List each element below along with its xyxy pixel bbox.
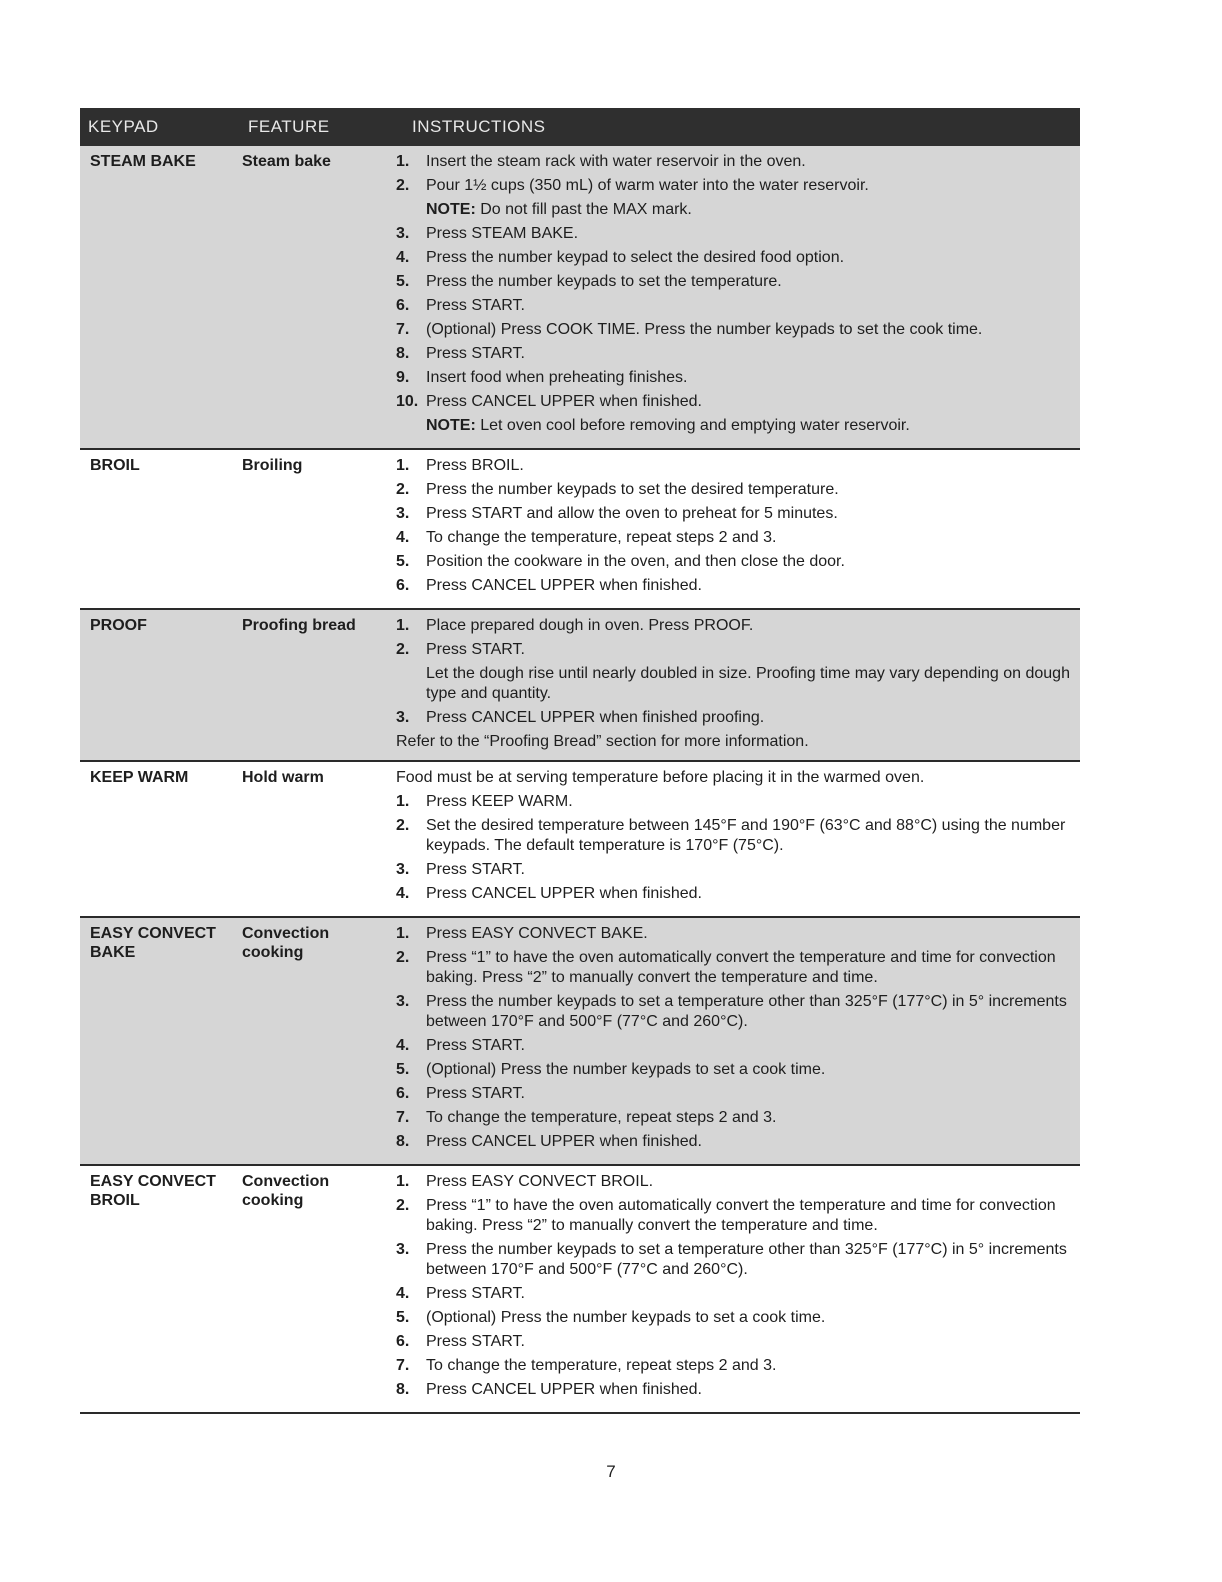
instructions-cell bbox=[388, 450, 1080, 608]
step-number: 3. bbox=[396, 505, 410, 522]
list-item bbox=[396, 1196, 1070, 1236]
instructions-cell bbox=[388, 918, 1080, 1164]
step-number: 9. bbox=[396, 369, 410, 386]
keypad-cell: PROOF bbox=[90, 617, 147, 634]
list-item bbox=[396, 640, 1070, 660]
step-detail: Let the dough rise until nearly doubled in size. Proofing time may vary depending on dough type and quantity. bbox=[426, 665, 1070, 702]
list-item bbox=[396, 1356, 1070, 1376]
list-item bbox=[396, 320, 1070, 340]
list-item bbox=[396, 1108, 1070, 1128]
list-item bbox=[396, 616, 1070, 636]
step-text: Press the number keypads to set the temperature. bbox=[426, 273, 782, 290]
step-text: Position the cookware in the oven, and then close the door. bbox=[426, 553, 845, 570]
list-item bbox=[396, 1084, 1070, 1104]
instructions-cell bbox=[388, 146, 1080, 448]
step-text: Press START. bbox=[426, 1037, 525, 1054]
list-item bbox=[396, 576, 1070, 596]
feature-cell: Broiling bbox=[242, 457, 303, 474]
list-item bbox=[396, 1036, 1070, 1056]
list-item bbox=[396, 480, 1070, 500]
step-number: 6. bbox=[396, 1085, 410, 1102]
step-number: 2. bbox=[396, 949, 410, 966]
step-text: Press EASY CONVECT BROIL. bbox=[426, 1173, 654, 1190]
feature-cell: Proofing bread bbox=[242, 617, 356, 634]
step-text: Insert the steam rack with water reservoir in the oven. bbox=[426, 153, 806, 170]
list-item bbox=[396, 948, 1070, 988]
step-text: To change the temperature, repeat steps 2 and 3. bbox=[426, 529, 777, 546]
list-item bbox=[396, 552, 1070, 572]
list-item bbox=[396, 456, 1070, 476]
step-number: 3. bbox=[396, 225, 410, 242]
list-item bbox=[396, 792, 1070, 812]
step-number: 8. bbox=[396, 1133, 410, 1150]
keypad-cell: EASY CONVECT BAKE bbox=[90, 925, 216, 961]
step-number: 2. bbox=[396, 641, 410, 658]
feature-cell: Convection cooking bbox=[242, 925, 330, 961]
keypad-cell: BROIL bbox=[90, 457, 140, 474]
note-text: Do not fill past the MAX mark. bbox=[475, 201, 692, 218]
keypad-cell: KEEP WARM bbox=[90, 769, 189, 786]
list-item bbox=[396, 860, 1070, 880]
step-text: Press START. bbox=[426, 1285, 525, 1302]
table-row-broil bbox=[80, 450, 1080, 610]
list-item bbox=[396, 248, 1070, 268]
feature-cell: Convection cooking bbox=[242, 1173, 330, 1209]
step-text: Press the number keypad to select the desired food option. bbox=[426, 249, 845, 266]
step-number: 2. bbox=[396, 817, 410, 834]
instructions-table bbox=[80, 108, 1080, 1414]
list-item bbox=[396, 992, 1070, 1032]
step-text: Press the number keypads to set a temperature other than 325°F (177°C) in 5° increments between 170°F and 500°F (77°C and 260°C). bbox=[426, 993, 1067, 1030]
step-number: 5. bbox=[396, 1309, 410, 1326]
step-text: Press EASY CONVECT BAKE. bbox=[426, 925, 648, 942]
step-text: Press BROIL. bbox=[426, 457, 524, 474]
feature-cell: Steam bake bbox=[242, 153, 331, 170]
list-item bbox=[396, 1308, 1070, 1328]
keypad-cell: EASY CONVECT BROIL bbox=[90, 1173, 216, 1209]
step-text: Press CANCEL UPPER when finished. bbox=[426, 885, 702, 902]
step-number: 6. bbox=[396, 577, 410, 594]
step-number: 7. bbox=[396, 321, 410, 338]
step-number: 3. bbox=[396, 709, 410, 726]
step-text: Press START. bbox=[426, 641, 525, 658]
step-number: 8. bbox=[396, 1381, 410, 1398]
step-text: Press START. bbox=[426, 1085, 525, 1102]
intro-text: Food must be at serving temperature before placing it in the warmed oven. bbox=[396, 769, 925, 786]
step-number: 1. bbox=[396, 457, 410, 474]
step-text: Press STEAM BAKE. bbox=[426, 225, 579, 242]
list-item bbox=[396, 816, 1070, 856]
step-text: Insert food when preheating finishes. bbox=[426, 369, 688, 386]
step-number: 6. bbox=[396, 1333, 410, 1350]
step-number: 1. bbox=[396, 153, 410, 170]
step-text: Press CANCEL UPPER when finished. bbox=[426, 1381, 702, 1398]
step-number: 2. bbox=[396, 177, 410, 194]
step-text: Press CANCEL UPPER when finished. bbox=[426, 1133, 702, 1150]
step-text: Set the desired temperature between 145°F and 190°F (63°C and 88°C) using the number keypads. The default temperature is 170°F (75°C). bbox=[426, 817, 1066, 854]
step-text: Press “1” to have the oven automatically convert the temperature and time for convection baking. Press “2” to manually convert the temperature and time. bbox=[426, 949, 1056, 986]
table-row-keep-warm bbox=[80, 762, 1080, 918]
step-text: Press START. bbox=[426, 1333, 525, 1350]
step-text: Press “1” to have the oven automatically convert the temperature and time for convection baking. Press “2” to manually convert the temperature and time. bbox=[426, 1197, 1056, 1234]
list-item bbox=[396, 368, 1070, 388]
table-row-proof bbox=[80, 610, 1080, 762]
step-text: Press START. bbox=[426, 297, 525, 314]
list-item bbox=[396, 224, 1070, 244]
step-number: 4. bbox=[396, 885, 410, 902]
step-number: 4. bbox=[396, 1037, 410, 1054]
step-number: 1. bbox=[396, 617, 410, 634]
list-item bbox=[396, 272, 1070, 292]
step-text: (Optional) Press COOK TIME. Press the number keypads to set the cook time. bbox=[426, 321, 983, 338]
step-number: 2. bbox=[396, 1197, 410, 1214]
table-row-steam-bake bbox=[80, 146, 1080, 450]
list-item bbox=[396, 504, 1070, 524]
step-text: Place prepared dough in oven. Press PROOF. bbox=[426, 617, 754, 634]
step-text: Press the number keypads to set the desired temperature. bbox=[426, 481, 839, 498]
step-number: 6. bbox=[396, 297, 410, 314]
list-item bbox=[396, 1240, 1070, 1280]
instructions-cell bbox=[388, 610, 1080, 760]
step-number: 5. bbox=[396, 1061, 410, 1078]
list-item bbox=[396, 1284, 1070, 1304]
reference-note: Refer to the “Proofing Bread” section for more information. bbox=[396, 733, 809, 750]
step-text: Pour 1½ cups (350 mL) of warm water into the water reservoir. bbox=[426, 177, 869, 194]
instructions-cell bbox=[388, 762, 1080, 916]
step-number: 5. bbox=[396, 553, 410, 570]
step-number: 1. bbox=[396, 925, 410, 942]
note-label: NOTE: bbox=[426, 417, 476, 434]
step-number: 2. bbox=[396, 481, 410, 498]
list-item bbox=[396, 1332, 1070, 1352]
list-item bbox=[396, 296, 1070, 316]
step-text: Press START. bbox=[426, 345, 525, 362]
list-item bbox=[396, 344, 1070, 364]
page-number: 7 bbox=[606, 1462, 616, 1481]
instructions-cell bbox=[388, 1166, 1080, 1412]
note bbox=[426, 416, 1070, 436]
step-number: 3. bbox=[396, 1241, 410, 1258]
step-number: 3. bbox=[396, 993, 410, 1010]
step-text: Press CANCEL UPPER when finished proofing. bbox=[426, 709, 765, 726]
step-text: Press CANCEL UPPER when finished. bbox=[426, 393, 702, 410]
keypad-cell: STEAM BAKE bbox=[90, 153, 196, 170]
header-keypad: KEYPAD bbox=[88, 117, 159, 136]
table-header bbox=[80, 108, 1080, 146]
feature-cell: Hold warm bbox=[242, 769, 324, 786]
step-number: 4. bbox=[396, 1285, 410, 1302]
step-text: To change the temperature, repeat steps 2 and 3. bbox=[426, 1357, 777, 1374]
step-number: 1. bbox=[396, 1173, 410, 1190]
list-item bbox=[396, 924, 1070, 944]
note-text: Let oven cool before removing and emptying water reservoir. bbox=[475, 417, 910, 434]
table-row-easy-convect-bake bbox=[80, 918, 1080, 1166]
list-item bbox=[396, 1060, 1070, 1080]
step-text: Press START. bbox=[426, 861, 525, 878]
step-number: 7. bbox=[396, 1357, 410, 1374]
step-number: 3. bbox=[396, 861, 410, 878]
table-row-easy-convect-broil bbox=[80, 1166, 1080, 1414]
list-item bbox=[396, 1172, 1070, 1192]
step-number: 10. bbox=[396, 393, 419, 410]
step-text: To change the temperature, repeat steps 2 and 3. bbox=[426, 1109, 777, 1126]
step-number: 8. bbox=[396, 345, 410, 362]
list-item bbox=[396, 884, 1070, 904]
step-text: Press START and allow the oven to preheat for 5 minutes. bbox=[426, 505, 838, 522]
step-number: 1. bbox=[396, 793, 410, 810]
header-feature: FEATURE bbox=[248, 117, 330, 136]
list-item bbox=[396, 392, 1070, 412]
step-number: 4. bbox=[396, 249, 410, 266]
list-item bbox=[396, 528, 1070, 548]
list-item bbox=[396, 1132, 1070, 1152]
step-text: (Optional) Press the number keypads to set a cook time. bbox=[426, 1309, 826, 1326]
step-number: 7. bbox=[396, 1109, 410, 1126]
note bbox=[426, 200, 1070, 220]
list-item bbox=[396, 176, 1070, 196]
step-number: 5. bbox=[396, 273, 410, 290]
list-item bbox=[396, 1380, 1070, 1400]
list-item bbox=[396, 152, 1070, 172]
step-text: Press KEEP WARM. bbox=[426, 793, 573, 810]
step-text: (Optional) Press the number keypads to set a cook time. bbox=[426, 1061, 826, 1078]
header-instructions: INSTRUCTIONS bbox=[412, 117, 546, 136]
list-item bbox=[396, 708, 1070, 728]
step-text: Press the number keypads to set a temperature other than 325°F (177°C) in 5° increments between 170°F and 500°F (77°C and 260°C). bbox=[426, 1241, 1067, 1278]
step-number: 4. bbox=[396, 529, 410, 546]
note-label: NOTE: bbox=[426, 201, 476, 218]
step-text: Press CANCEL UPPER when finished. bbox=[426, 577, 702, 594]
